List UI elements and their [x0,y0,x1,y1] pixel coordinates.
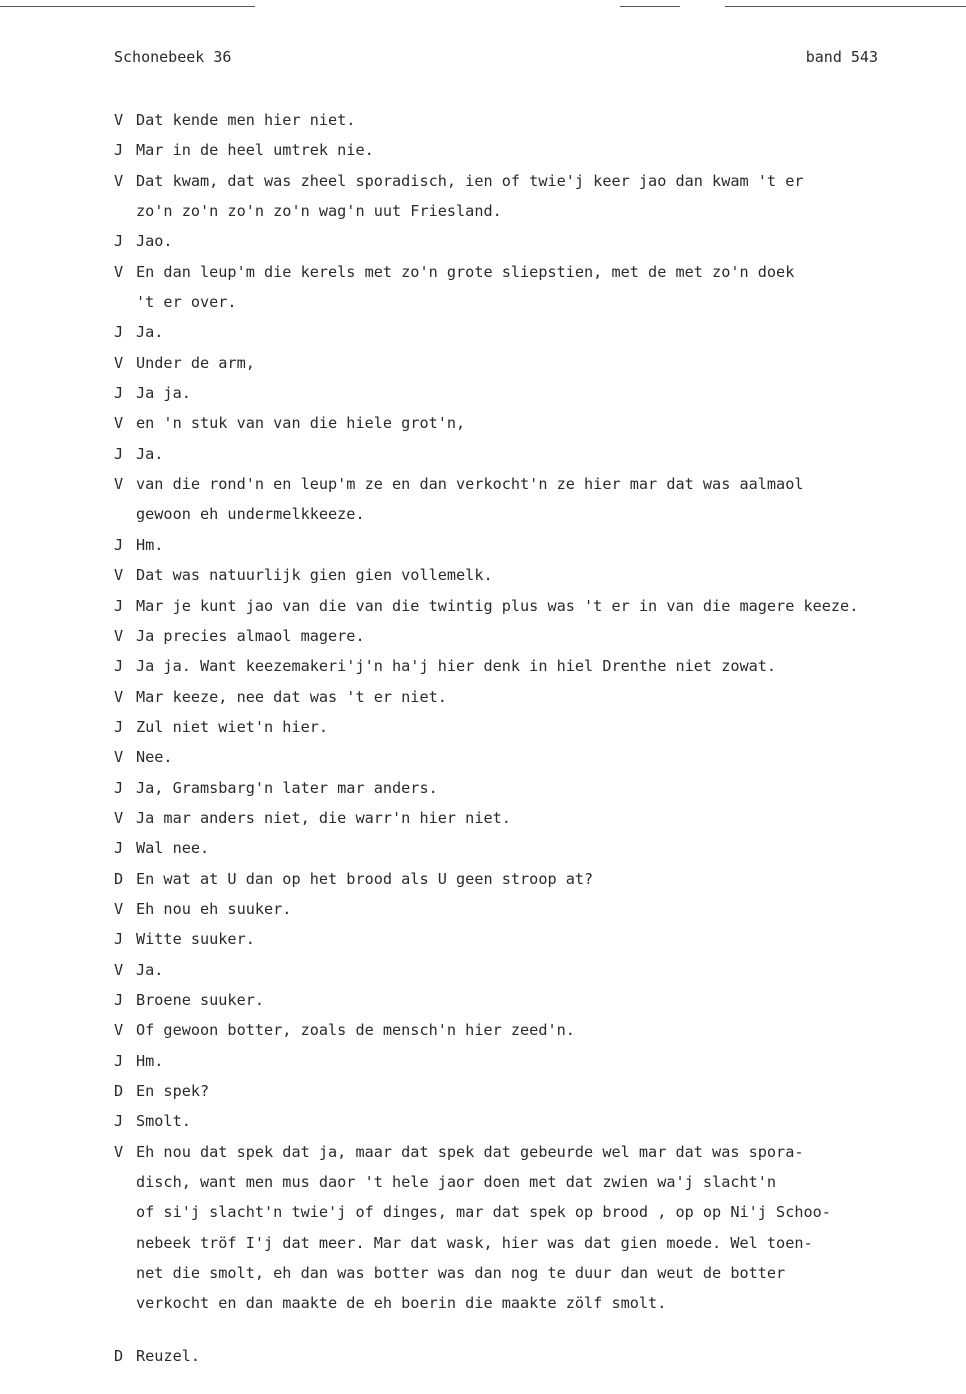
speaker-code: J [114,930,124,949]
utterance-text: Nee. [136,748,173,767]
transcript-line [114,563,964,593]
utterance-text: zo'n zo'n zo'n zo'n wag'n uut Friesland. [136,202,502,221]
speaker-code: D [114,1346,124,1365]
utterance-text: Wal nee. [136,839,210,858]
transcript-line-continuation [114,199,964,229]
utterance-text: Jao. [136,232,173,251]
transcript-line-continuation [114,1261,964,1291]
speaker-code: V [114,566,124,585]
utterance-text: Eh nou eh suuker. [136,899,292,918]
transcript-line-continuation [114,290,964,320]
transcript-line [114,411,964,441]
transcript-line [114,138,964,168]
utterance-text: of si'j slacht'n twie'j of dinges, mar dat spek op brood , op op Ni'j Schoo- [136,1203,831,1222]
speaker-code: J [114,535,124,554]
transcript-line [114,654,964,684]
top-rule-left [0,6,255,7]
transcript-line [114,1344,964,1374]
utterance-text: Ja. [136,444,164,463]
speaker-code: J [114,384,124,403]
speaker-code: V [114,111,124,129]
speaker-code: V [114,171,124,190]
transcript-line [114,472,964,502]
utterance-text: 't er over. [136,293,237,312]
utterance-text: Eh nou dat spek dat ja, maar dat spek dat gebeurde wel mar dat was spora- [136,1142,804,1161]
transcript-line [114,715,964,745]
transcript-body [114,108,964,1374]
utterance-text: Under de arm, [136,353,255,372]
transcript-line [114,988,964,1018]
utterance-text: Ja. [136,323,164,342]
speaker-code: V [114,808,124,827]
speaker-code: V [114,353,124,372]
utterance-text: net die smolt, eh dan was botter was dan nog te duur dan weut de botter [136,1264,786,1283]
transcript-line [114,260,964,290]
speaker-code: J [114,323,124,342]
transcript-line [114,836,964,866]
speaker-code: J [114,839,124,858]
utterance-text: gewoon eh undermelkkeeze. [136,505,365,524]
utterance-text: Ja ja. Want keezemakeri'j'n ha'j hier denk in hiel Drenthe niet zowat. [136,657,777,676]
speaker-code: V [114,1021,124,1040]
speaker-code: V [114,475,124,494]
transcript-line [114,958,964,988]
speaker-code: J [114,990,124,1009]
utterance-text: Of gewoon botter, zoals de mensch'n hier zeed'n. [136,1021,575,1040]
speaker-code: V [114,414,124,433]
speaker-code: J [114,657,124,676]
utterance-text: Hm. [136,1051,164,1070]
speaker-code: J [114,1051,124,1070]
speaker-code: V [114,687,124,706]
utterance-text: Dat was natuurlijk gien gien vollemelk. [136,566,493,585]
utterance-text: Witte suuker. [136,930,255,949]
speaker-code: V [114,262,124,281]
transcript-line [114,1140,964,1170]
tape-number: band 543 [805,48,878,66]
speaker-code: J [114,141,124,160]
transcript-line [114,1109,964,1139]
speaker-code: J [114,596,124,615]
transcript-line [114,806,964,836]
utterance-text: nebeek tröf I'j dat meer. Mar dat wask, hier was dat gien moede. Wel toen- [136,1233,813,1252]
page-header [114,48,878,72]
speaker-code: V [114,626,124,645]
transcript-line [114,897,964,927]
transcript-line-continuation [114,1291,964,1321]
transcript-line-continuation [114,1231,964,1261]
transcript-line [114,1079,964,1109]
speaker-code: V [114,960,124,979]
speaker-code: J [114,717,124,736]
transcript-line [114,867,964,897]
transcript-line [114,927,964,957]
speaker-code: J [114,778,124,797]
transcript-line [114,169,964,199]
transcript-line [114,533,964,563]
utterance-text: Reuzel. [136,1346,201,1365]
document-reference: Schonebeek 36 [114,48,232,66]
speaker-code: V [114,748,124,767]
transcript-line-continuation [114,1200,964,1230]
transcript-line-continuation [114,502,964,532]
speaker-code: D [114,869,124,888]
utterance-text: Broene suuker. [136,990,265,1009]
utterance-text: En spek? [136,1082,210,1100]
utterance-text: Ja, Gramsbarg'n later mar anders. [136,778,438,797]
utterance-text: Smolt. [136,1112,191,1131]
top-rule-right [725,6,966,7]
utterance-text: Mar in de heel umtrek nie. [136,141,374,160]
transcript-line [114,442,964,472]
transcript-line-continuation [114,1322,964,1344]
transcript-line [114,381,964,411]
transcript-line [114,351,964,381]
transcript-line [114,1049,964,1079]
utterance-text: disch, want men mus daor 't hele jaor doen met dat zwien wa'j slacht'n [136,1173,777,1192]
speaker-code: J [114,232,124,251]
transcript-line [114,108,964,138]
speaker-code: J [114,1112,124,1131]
speaker-code: D [114,1082,124,1100]
transcript-line [114,624,964,654]
utterance-text: verkocht en dan maakte de eh boerin die maakte zölf smolt. [136,1294,667,1313]
utterance-text: Hm. [136,535,164,554]
utterance-text: Ja. [136,960,164,979]
transcript-line [114,685,964,715]
top-rule-mid [620,6,680,7]
transcript-line [114,776,964,806]
utterance-text: Ja precies almaol magere. [136,626,365,645]
speaker-code: J [114,444,124,463]
utterance-text: Dat kwam, dat was zheel sporadisch, ien of twie'j keer jao dan kwam 't er [136,171,804,190]
utterance-text: Ja mar anders niet, die warr'n hier niet. [136,808,511,827]
utterance-text: Ja ja. [136,384,191,403]
transcript-line [114,745,964,775]
utterance-text: Mar keeze, nee dat was 't er niet. [136,687,447,706]
transcript-line [114,1018,964,1048]
utterance-text: Zul niet wiet'n hier. [136,717,329,736]
utterance-text: Dat kende men hier niet. [136,111,356,129]
transcript-line [114,229,964,259]
utterance-text: En wat at U dan op het brood als U geen stroop at? [136,869,594,888]
transcript-line [114,320,964,350]
utterance-text: en 'n stuk van van die hiele grot'n, [136,414,466,433]
speaker-code: V [114,1142,124,1161]
transcript-line-continuation [114,1170,964,1200]
utterance-text: En dan leup'm die kerels met zo'n grote sliepstien, met de met zo'n doek [136,262,795,281]
speaker-code: V [114,899,124,918]
transcript-line [114,594,964,624]
utterance-text: van die rond'n en leup'm ze en dan verkocht'n ze hier mar dat was aalmaol [136,475,804,494]
utterance-text: Mar je kunt jao van die van die twintig plus was 't er in van die magere keeze. [136,596,859,615]
